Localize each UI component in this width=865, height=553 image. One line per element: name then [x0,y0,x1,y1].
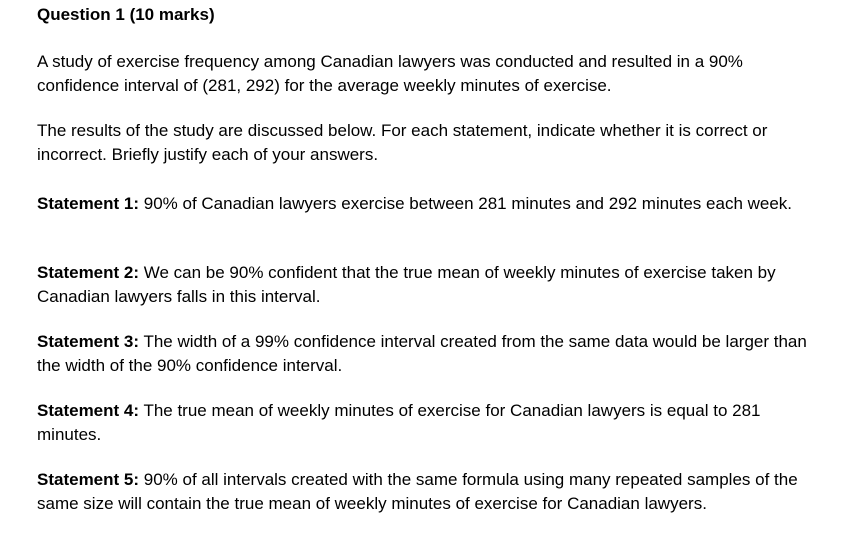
statement-3 [37,330,827,378]
statement-1-label: Statement 1: [37,194,140,213]
statement-1 [37,192,827,216]
question-instructions: The results of the study are discussed below. For each statement, indicate whether it is correct or incorrect. Briefly justify each of your answers. [37,121,768,164]
statement-1-text: 90% of Canadian lawyers exercise between 281 minutes and 292 minutes each week. [139,194,793,213]
statement-4 [37,399,827,447]
statement-5-label: Statement 5: [37,470,140,489]
statement-5-text: 90% of all intervals created with the same formula using many repeated samples of the same size will contain the true mean of weekly minutes of exercise for Canadian lawyers. [37,470,798,513]
statement-3-text: The width of a 99% confidence interval created from the same data would be larger than the width of the 90% confidence interval. [37,332,807,375]
statement-4-label: Statement 4: [37,401,140,420]
statement-2-text: We can be 90% confident that the true mean of weekly minutes of exercise taken by Canadian lawyers falls in this interval. [37,263,776,306]
statement-3-label: Statement 3: [37,332,140,351]
statement-2 [37,261,827,309]
question-intro: A study of exercise frequency among Canadian lawyers was conducted and resulted in a 90% confidence interval of (281, 292) for the average weekly minutes of exercise. [37,52,743,95]
statement-5 [37,468,827,516]
statement-2-label: Statement 2: [37,263,140,282]
statement-4-text: The true mean of weekly minutes of exercise for Canadian lawyers is equal to 281 minutes. [37,401,761,444]
question-title: Question 1 (10 marks) [37,5,215,24]
